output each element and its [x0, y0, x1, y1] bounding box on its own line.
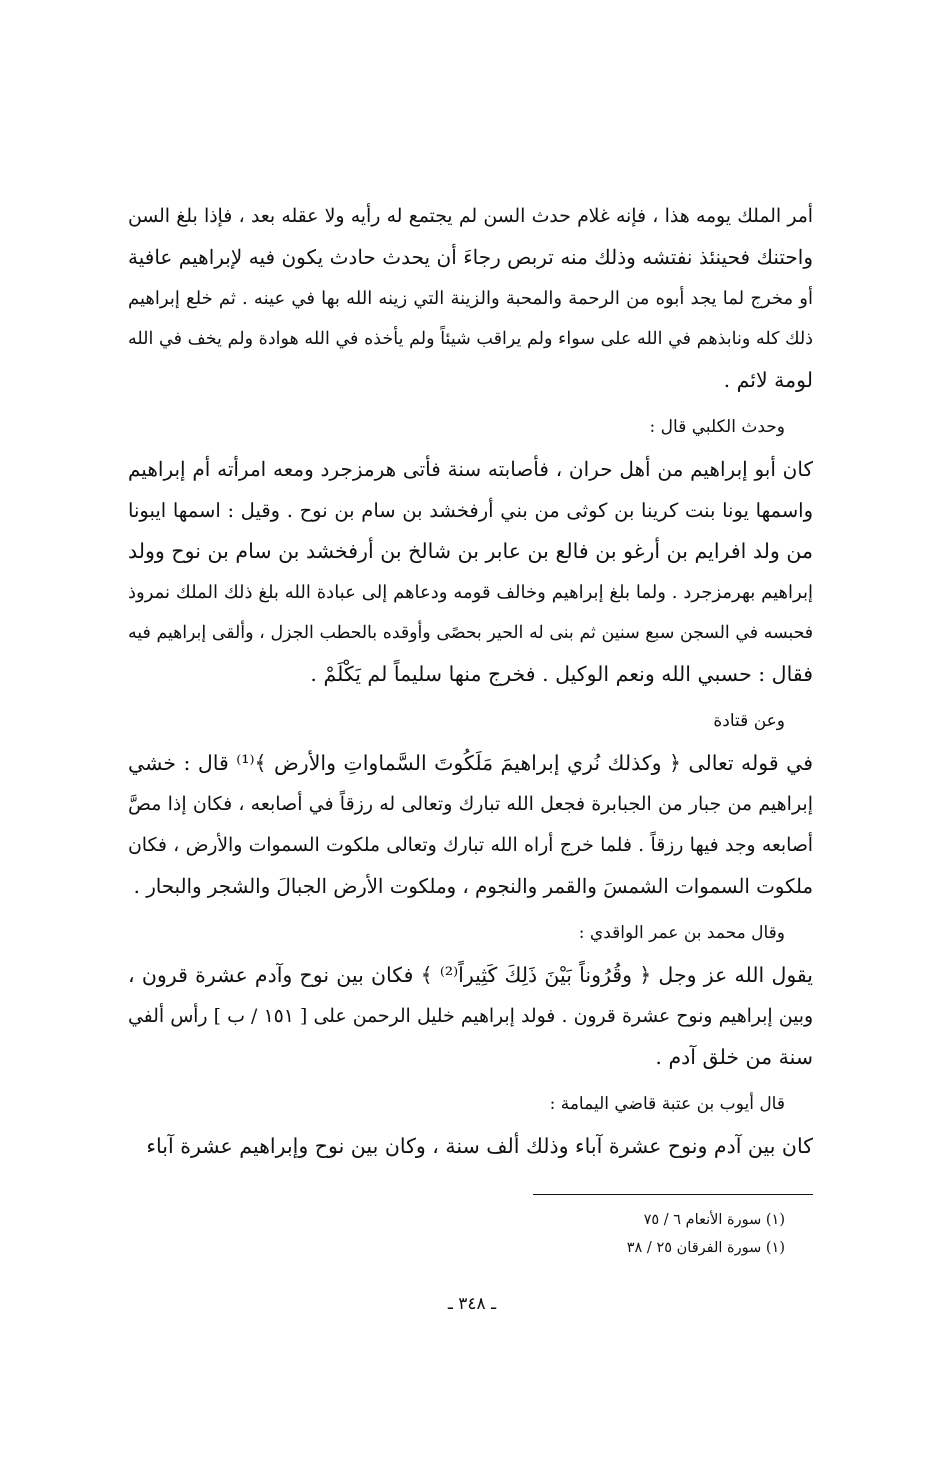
page-number: ـ ٣٤٨ ـ	[447, 1294, 497, 1314]
text-line: أمر الملك يومه هذا ، فإنه غلام حدث السن لم يجتمع له رأيه ولا عقله بعد ، فإذا بلغ السن	[128, 206, 813, 227]
section-heading: قال أيوب بن عتبة قاضي اليمامة :	[549, 1094, 785, 1114]
block-spacer	[128, 401, 813, 415]
text-line: ملكوت السموات الشمسَ والقمر والنجوم ، وملكوت الأرض الجبالَ والشجر والبحار .	[133, 875, 813, 898]
block-spacer	[128, 1078, 813, 1092]
section-heading: وعن قتادة	[713, 711, 785, 731]
paragraph	[128, 1126, 813, 1167]
block-spacer	[128, 1116, 813, 1126]
text-line: لومة لائم .	[723, 368, 813, 392]
block-spacer	[128, 695, 813, 709]
text-line: أصابعه وجد فيها رزقاً . فلما خرج أراه الله تبارك وتعالى ملكوت السموات والأرض ، فكان	[128, 835, 813, 856]
main-text	[128, 196, 813, 1167]
text-line: أو مخرج لما يجد أبوه من الرحمة والمحبة والزينة التي زينه الله بها في عينه . ثم خلع إبراهيم	[128, 288, 813, 309]
paragraph	[128, 955, 813, 1078]
text-line: في قوله تعالى ﴿ وكذلك نُري إبراهيمَ مَلَكُوتَ السَّماواتِ والأرض ﴾⁽¹⁾ قال : خشي	[128, 751, 813, 775]
text-line: وبين إبراهيم ونوح عشرة قرون . فولد إبراهيم خليل الرحمن على [ ١٥١ / ب ] رأس ألفي	[128, 1006, 813, 1027]
block-spacer	[128, 439, 813, 449]
text-line: كان أبو إبراهيم من أهل حران ، فأصابته سنة فأتى هرمزجرد ومعه امرأته أم إبراهيم	[128, 457, 813, 481]
text-line: كان بين آدم ونوح عشرة آباء وذلك ألف سنة ، وكان بين نوح وإبراهيم عشرة آباء	[146, 1134, 813, 1158]
text-line: سنة من خلق آدم .	[655, 1045, 813, 1069]
section-heading: وحدث الكلبي قال :	[649, 417, 785, 437]
text-line: من ولد افرايم بن أرغو بن فالع بن عابر بن شالخ بن أرفخشد بن سام بن نوح وولد	[128, 539, 813, 563]
block-spacer	[128, 907, 813, 921]
footnote-1: (١) سورة الأنعام ٦ / ٧٥	[643, 1212, 785, 1228]
block-spacer	[128, 945, 813, 955]
section-heading: وقال محمد بن عمر الواقدي :	[578, 923, 785, 943]
block-spacer	[128, 733, 813, 743]
text-line: واحتنك فحينئذ نفتشه وذلك منه تربص رجاءَ أن يحدث حادث يكون فيه لإبراهيم عافية	[128, 245, 814, 269]
footnote-2: (١) سورة الفرقان ٢٥ / ٣٨	[626, 1240, 785, 1256]
footnote-separator	[533, 1194, 813, 1195]
text-line: فقال : حسبي الله ونعم الوكيل . فخرج منها سليماً لم يَكْلَمْ .	[310, 662, 813, 686]
text-line: إبراهيم بهرمزجرد . ولما بلغ إبراهيم وخالف قومه ودعاهم إلى عبادة الله بلغ ذلك الملك نمروذ	[128, 582, 813, 603]
paragraph	[128, 743, 813, 907]
paragraph	[128, 196, 813, 401]
footnotes	[480, 1206, 785, 1262]
text-line: إبراهيم من جبار من الجبابرة فجعل الله تبارك وتعالى له رزقاً في أصابعه ، فكان إذا مصَّ	[128, 793, 813, 815]
text-line: فحبسه في السجن سبع سنين ثم بنى له الحير بحصًى وأوقده بالحطب الجزل ، وألقى إبراهيم فيه	[128, 623, 813, 643]
text-line: يقول الله عز وجل ﴿ وقُرُوناً بَيْنَ ذَلِكَ كَثِيراً⁽²⁾ ﴾ فكان بين نوح وآدم عشرة قرون ،	[128, 963, 814, 987]
text-line: واسمها يونا بنت كرينا بن كوثى من بني أرفخشد بن سام بن نوح . وقيل : اسمها ايبونا	[128, 499, 813, 522]
paragraph	[128, 449, 813, 695]
text-line: ذلك كله ونابذهم في الله على سواء ولم يراقب شيئاً ولم يأخذه في الله هوادة ولم يخف في الله	[128, 329, 813, 349]
